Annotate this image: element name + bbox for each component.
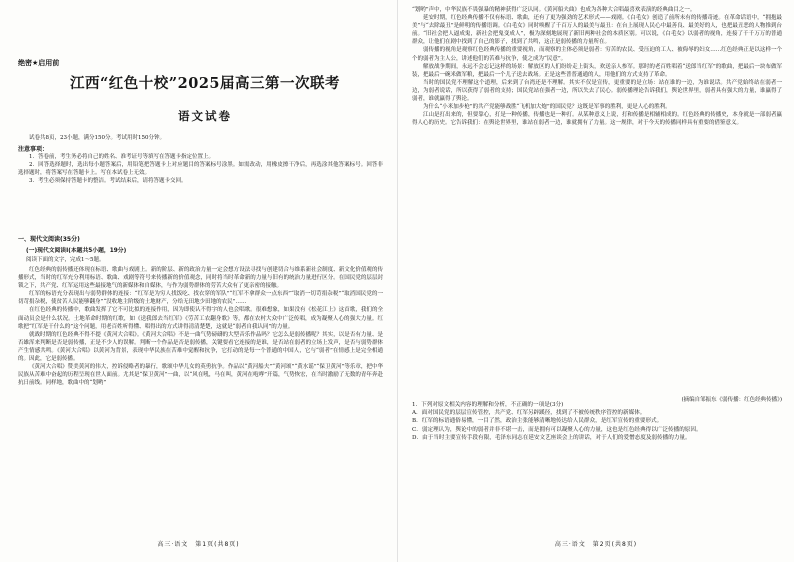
passage-paragraph: 江山是打出来的，但要靠心，打是一种传播，传播也是一种打。从某种意义上说，打和传播是相辅相成的。红色经典的传播史，本身就是一部弱者赢得人心的历史。它告诉我们：在舆论世界里，谁站在弱者一边，谁就拥有了力量。这一规律，对于今天的传播同样具有重要的借鉴意义。 <box>412 112 782 127</box>
passage-paragraph: 弱传播的视角是观察红色经典传播的重要视角，而观察的主体必须是弱者：穷苦的农民、受压迫的工人、被侮辱的妇女……红色经典正是以这样一个个的弱者为主人公，讲述他们的苦难与抗争，使之成为“民意”。 <box>412 47 782 62</box>
subject-title: 语文试卷 <box>178 109 232 123</box>
answer-option-c: C．弱定理认为，舆论中的弱者并非不堪一击，而是拥有可以凝聚人心的力量，这也是红色经典得以广泛传播的原因。 <box>412 426 702 433</box>
secret-label: 绝密★启用前 <box>18 59 60 67</box>
page-footer: 高三·语文 第1页(共8页) <box>157 541 240 548</box>
passage-paragraph: 延安时期，红色经典传播不仅有标语、歌曲，还有了更为强劲的艺术形式——戏剧。《白毛女》创造了前所未有的传播奇迹。在革命话语中，“拥抱最美”与“去除最丑”是鲜明的传播语调。《白毛女》同时唤醒了千百万人的最美与最丑：在台上展现人民心中最善良、最美好的人，也把最丑恶的人物推到台前。“旧社会把人逼成鬼，新社会把鬼变成人”，极为深刻地展现了新旧两种社会的本质区别。可以说，《白毛女》以弱者的视角，连接了千千万万的普通群众，让他们在剧中找到了自己的影子，找到了共鸣，这正是弱传播的力量所在。 <box>412 15 782 46</box>
reading-passage-right <box>412 6 782 403</box>
exam-info: 试卷共8页，23小题，满分150分。考试用时150分钟。 <box>29 135 165 141</box>
passage-paragraph: 《黄河大合唱》赞美黄河的伟大，控诉侵略者的暴行，歌颂中华儿女的英勇抗争。作品以“黄河船夫”“黄河颂”“黄水谣”“保卫黄河”等乐章，把中华民族从苦难中奋起的历程呈现在世人面前。尤其是“保卫黄河”一曲，以“风在吼，马在叫，黄河在咆哮”开篇，气势恢宏，在当时激励了无数的青年奔赴抗日前线。同样地，歌曲中的“划哟” <box>18 364 383 387</box>
reading-intro: 阅读下面的文字，完成1～5题。 <box>26 257 105 263</box>
answer-option-d: D．由于当时主要宣传手段有限，毛泽东同志在延安文艺座谈会上的讲话，对于人们的爱憎态度及弱传播的力量。 <box>412 434 691 441</box>
answer-option-a: A．面对国民党的层层宣传管控，共产党、红军另辟蹊径，找到了不被传统秩序管控的新媒体。 <box>412 410 646 417</box>
subsection-heading: (一)现代文阅读Ⅰ(本题共5小题，19分) <box>26 248 127 254</box>
question-block <box>412 401 782 442</box>
passage-paragraph: 当时的国民党不理解这个道理，后来到了台湾还是不理解。其实不仅是宣传，更重要的是立场：站在谁的一边，为谁说话。共产党始终站在弱者一边，为弱者说话，所以获得了弱者的支持；国民党站在强者一边，所以失去了民心。弱传播理论告诉我们，舆论世界里，弱者具有强大的力量，谁赢得了弱者，谁就赢得了舆论。 <box>412 79 782 103</box>
passage-paragraph: 为什么“小米加步枪”的共产党能够战胜“飞机加大炮”的国民党？这既是军事的胜利，更是人心的胜利。 <box>423 104 671 111</box>
passage-source: (摘编自邹振东《弱传播：红色经典传播》) <box>681 397 782 403</box>
section-heading: 一、现代文阅读(35分) <box>18 236 80 243</box>
exam-page-right <box>397 0 794 562</box>
passage-paragraph: 在红色经典的传播中，歌曲发挥了它不可比拟的连接作用，因为即使认不得字的人也会唱歌。很难想象，如果没有《松花江上》这首歌，我们的全面动员会是什么状况。土地革命时期的红歌，如《送我郎去当红军》《劳苦工农翻身歌》等，都在农村大众中广泛传唱，成为凝聚人心的强大力量。红歌把“红军是干什么的”这个问题，用老百姓听得懂、唱得出的方式讲得清清楚楚，这就是“弱者自我认同”的力量。 <box>18 307 383 330</box>
notice-item: 3．考生必须保持答题卡的整洁。考试结束后，请将答题卡交回。 <box>29 178 187 185</box>
notice-heading: 注意事项： <box>18 146 49 153</box>
passage-paragraph: 就战时期的红色经典不得不提《黄河大合唱》。《黄河大合唱》不是一曲气势磅礴的大型音乐作品吗？它怎么是弱传播呢？其实，以是否有力量、是否雄浑来判断是否是弱传播，正是不少人的误解。判断一个作品是否是弱传播，关键要看它连接的是谁，是否站在弱者的立场上发声，是否与弱势群体产生情感共鸣。《黄河大合唱》以黄河为背景，表现中华民族在苦难中觉醒和抗争，它打动的是每一个普通的中国人，它与“弱者”在情感上是完全相通的。因此，它是弱传播。 <box>18 331 383 363</box>
notice-list <box>18 153 383 185</box>
reading-passage-left <box>18 266 383 387</box>
notice-item: 2．回答选择题时，选出每小题答案后，用铅笔把答题卡上对应题目的答案标号涂黑。如需改动，用橡皮擦干净后，再选涂其他答案标号。回答非选择题时，将答案写在答题卡上。写在本试卷上无效。 <box>18 162 383 177</box>
passage-paragraph: 解放战争期间，永远不会忘记这样的场景：解放区的人们纷纷走上街头，欢送亲人参军。那时的老百姓唱着“送郎当红军”的歌曲，把最后一块布做军装，把最后一碗米做军粮，把最后一个儿子送去战场。正是这些普普通通的人，用他们的方式支持了革命。 <box>412 63 782 78</box>
passage-paragraph: 红军的标语充分表现出与弱势群体的连接：“红军是为穷人找饭吃、找衣穿的军队”“红军不拿群众一点东西”“取消一切苛捐杂税”“取消国民党的一切苛捐杂税，使贫苦人民能够翻身”“没收地主阶级的土地财产，分给无田地少田地的农民”…… <box>18 291 383 306</box>
question-stem: 1．下列对原文相关内容的理解和分析，不正确的一项是(3分) <box>412 402 564 408</box>
answer-option-b: B．红军的标语通俗易懂，一目了然，政治主张能够清晰地传达给人民群众，是红军宣传的重要形式。 <box>412 418 663 425</box>
passage-paragraph: 红色经典的弱传播还体现在标语、歌曲与戏剧上。新的阶层、新的政治力量一定会想方设法寻找与创建切合与维系新社会制度、新文化价值观的传播形式，当时的红军充分利用标语、歌曲、戏剧等符号来传播新的价值观念，同时将当时革命新的力量与旧有的统治力量进行区分。在国民党的层层封锁之下，共产党、红军运用这些最接地气的新媒体和自媒体，与作为弱势群体的劳苦大众有了更亲密的接触。 <box>18 267 383 290</box>
exam-title: 江西“红色十校”2025届高三第一次联考 <box>69 75 341 92</box>
notice-item: 1．答卷前，考生务必将自己的姓名、准考证号等填写在答题卡指定位置上。 <box>29 154 215 160</box>
passage-paragraph: “划哟”声中，中华民族不畏强暴的精神获得广泛认同。《黄河船夫曲》也成为各种大合唱最喜欢表演的经典曲目之一。 <box>412 7 696 13</box>
page-footer: 高三·语文 第2页(共8页) <box>554 541 638 548</box>
